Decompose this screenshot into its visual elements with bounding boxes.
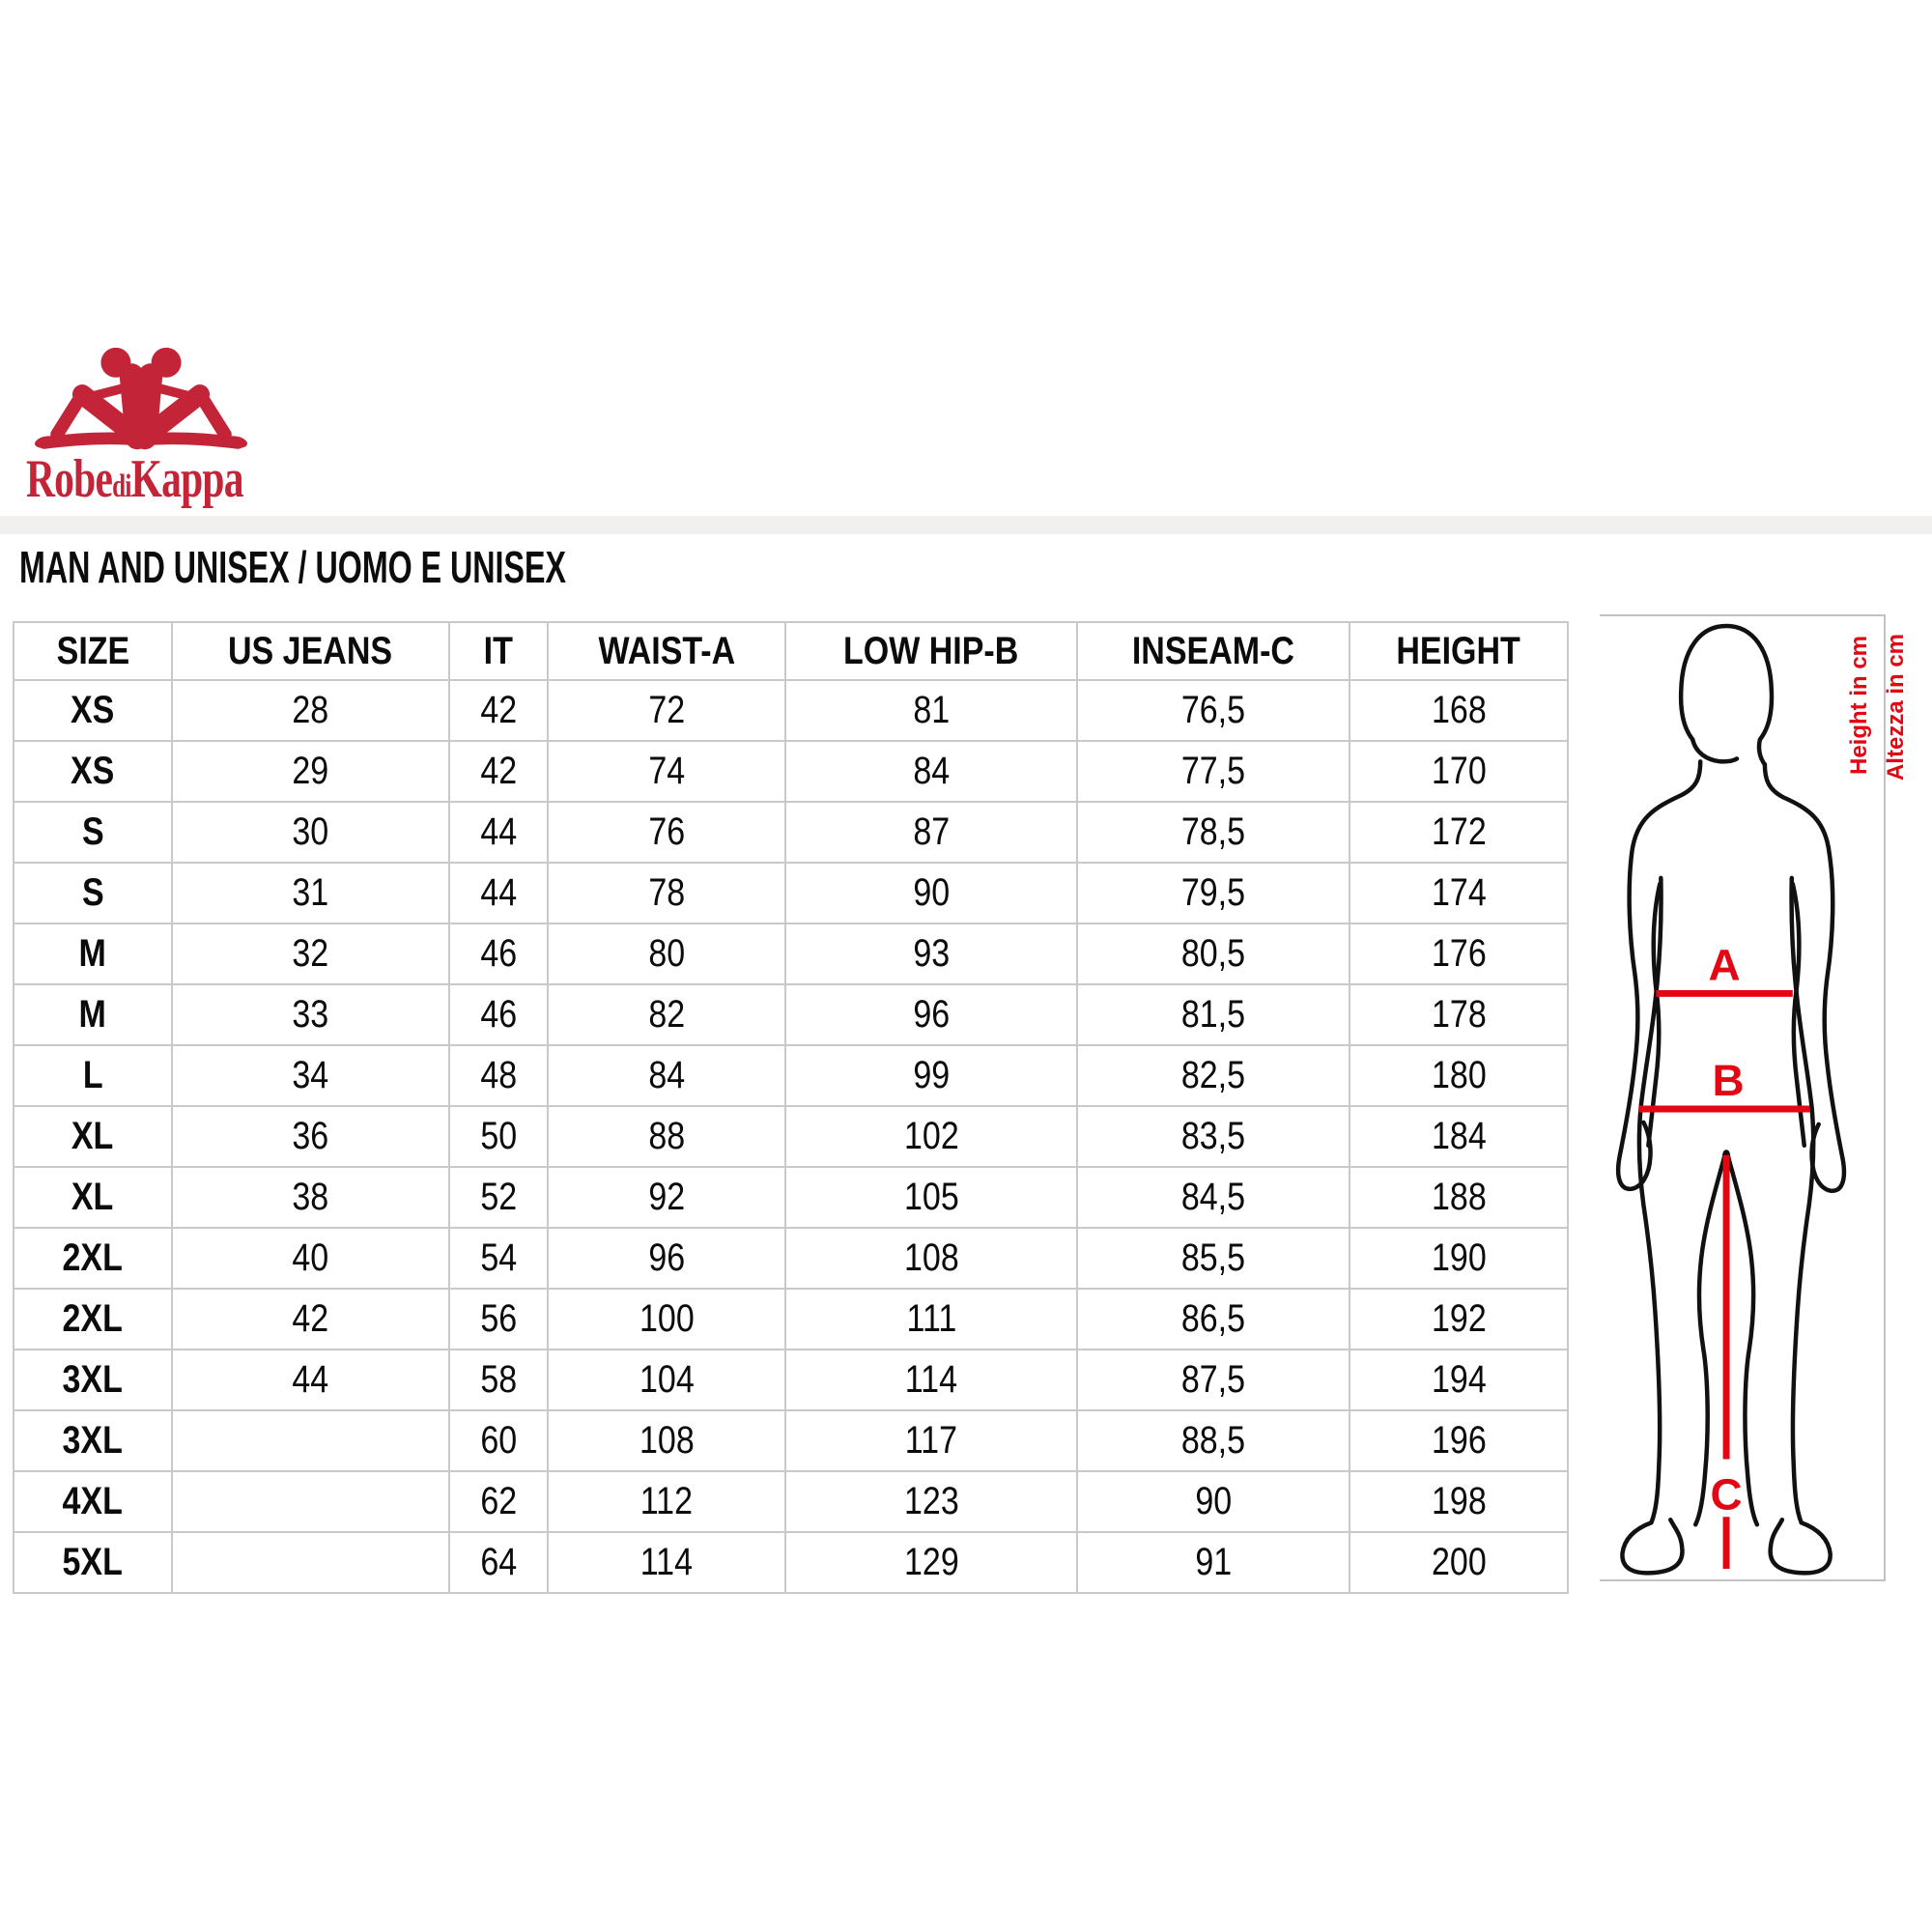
value-cell: 48 (449, 1045, 548, 1106)
value-cell: 112 (548, 1471, 785, 1532)
value-cell: 100 (548, 1289, 785, 1350)
label-c: C (1710, 1469, 1743, 1520)
value-cell: 28 (172, 680, 449, 741)
value-cell: 78 (548, 863, 785, 923)
size-cell: XL (14, 1106, 172, 1167)
table-row (14, 680, 1568, 741)
value-cell: 129 (785, 1532, 1077, 1593)
value-cell: 108 (785, 1228, 1077, 1289)
label-a: A (1708, 940, 1741, 990)
value-cell: 44 (449, 863, 548, 923)
value-cell: 58 (449, 1350, 548, 1410)
value-cell: 46 (449, 984, 548, 1045)
value-cell: 114 (548, 1532, 785, 1593)
value-cell: 42 (172, 1289, 449, 1350)
value-cell: 86,5 (1077, 1289, 1350, 1350)
table-row (14, 802, 1568, 863)
page-title: MAN AND UNISEX / UOMO E UNISEX (19, 542, 566, 592)
size-cell: 2XL (14, 1228, 172, 1289)
value-cell: 34 (172, 1045, 449, 1106)
header-size: SIZE (14, 622, 172, 680)
value-cell: 38 (172, 1167, 449, 1228)
value-cell: 80 (548, 923, 785, 984)
value-cell: 92 (548, 1167, 785, 1228)
value-cell: 96 (785, 984, 1077, 1045)
value-cell (172, 1471, 449, 1532)
logo-word-kappa: Kappa (130, 449, 243, 509)
body-outline-figure (1600, 616, 1882, 1579)
table-row (14, 923, 1568, 984)
table-row (14, 1532, 1568, 1593)
table-row (14, 1106, 1568, 1167)
logo-wordmark (26, 449, 243, 509)
size-cell: 5XL (14, 1532, 172, 1593)
value-cell: 40 (172, 1228, 449, 1289)
table-row (14, 1228, 1568, 1289)
value-cell: 88,5 (1077, 1410, 1350, 1471)
value-cell: 83,5 (1077, 1106, 1350, 1167)
value-cell: 54 (449, 1228, 548, 1289)
value-cell: 91 (1077, 1532, 1350, 1593)
value-cell: 176 (1350, 923, 1568, 984)
value-cell: 190 (1350, 1228, 1568, 1289)
value-cell: 46 (449, 923, 548, 984)
value-cell: 194 (1350, 1350, 1568, 1410)
value-cell: 42 (449, 741, 548, 802)
kappa-omini-icon (29, 344, 253, 456)
table-row (14, 984, 1568, 1045)
value-cell: 168 (1350, 680, 1568, 741)
value-cell: 172 (1350, 802, 1568, 863)
value-cell: 104 (548, 1350, 785, 1410)
value-cell: 80,5 (1077, 923, 1350, 984)
value-cell: 44 (172, 1350, 449, 1410)
value-cell: 82 (548, 984, 785, 1045)
value-cell: 99 (785, 1045, 1077, 1106)
header-inseam-c: INSEAM-C (1077, 622, 1350, 680)
header-it: IT (449, 622, 548, 680)
size-cell: XS (14, 741, 172, 802)
table-row (14, 1289, 1568, 1350)
value-cell: 90 (785, 863, 1077, 923)
size-cell: M (14, 923, 172, 984)
value-cell: 85,5 (1077, 1228, 1350, 1289)
kappa-logo (24, 340, 266, 514)
value-cell: 84 (548, 1045, 785, 1106)
header-height: HEIGHT (1350, 622, 1568, 680)
value-cell: 87 (785, 802, 1077, 863)
table-row (14, 863, 1568, 923)
header-waist-a: WAIST-A (548, 622, 785, 680)
value-cell: 184 (1350, 1106, 1568, 1167)
header-low-hip-b: LOW HIP-B (785, 622, 1077, 680)
size-cell: M (14, 984, 172, 1045)
value-cell: 52 (449, 1167, 548, 1228)
table-row (14, 1350, 1568, 1410)
value-cell: 90 (1077, 1471, 1350, 1532)
value-cell: 81 (785, 680, 1077, 741)
value-cell: 87,5 (1077, 1350, 1350, 1410)
value-cell: 198 (1350, 1471, 1568, 1532)
background-band (0, 516, 1932, 534)
size-cell: S (14, 863, 172, 923)
value-cell: 62 (449, 1471, 548, 1532)
header-us-jeans: US JEANS (172, 622, 449, 680)
value-cell: 77,5 (1077, 741, 1350, 802)
value-cell: 114 (785, 1350, 1077, 1410)
value-cell: 84,5 (1077, 1167, 1350, 1228)
value-cell: 108 (548, 1410, 785, 1471)
value-cell: 36 (172, 1106, 449, 1167)
value-cell: 93 (785, 923, 1077, 984)
value-cell: 30 (172, 802, 449, 863)
value-cell: 72 (548, 680, 785, 741)
logo-word-robe: Robe (26, 449, 113, 509)
value-cell (172, 1532, 449, 1593)
value-cell: 79,5 (1077, 863, 1350, 923)
value-cell: 200 (1350, 1532, 1568, 1593)
value-cell: 50 (449, 1106, 548, 1167)
value-cell: 76,5 (1077, 680, 1350, 741)
measurement-figure-box (1600, 614, 1886, 1581)
value-cell: 117 (785, 1410, 1077, 1471)
value-cell: 102 (785, 1106, 1077, 1167)
size-table-body (14, 680, 1568, 1593)
value-cell: 29 (172, 741, 449, 802)
value-cell: 33 (172, 984, 449, 1045)
size-cell: 4XL (14, 1471, 172, 1532)
logo-word-di: di (112, 469, 131, 504)
value-cell: 44 (449, 802, 548, 863)
value-cell: 88 (548, 1106, 785, 1167)
value-cell: 174 (1350, 863, 1568, 923)
table-row (14, 1471, 1568, 1532)
value-cell: 111 (785, 1289, 1077, 1350)
size-cell: 3XL (14, 1350, 172, 1410)
table-row (14, 741, 1568, 802)
table-row (14, 1410, 1568, 1471)
table-row (14, 1167, 1568, 1228)
size-table (13, 621, 1569, 1594)
value-cell: 32 (172, 923, 449, 984)
value-cell: 74 (548, 741, 785, 802)
value-cell: 76 (548, 802, 785, 863)
value-cell: 123 (785, 1471, 1077, 1532)
value-cell: 64 (449, 1532, 548, 1593)
value-cell: 31 (172, 863, 449, 923)
value-cell: 105 (785, 1167, 1077, 1228)
value-cell: 84 (785, 741, 1077, 802)
height-in-cm-label: Height in cm (1846, 635, 1872, 776)
value-cell: 81,5 (1077, 984, 1350, 1045)
value-cell: 178 (1350, 984, 1568, 1045)
value-cell: 192 (1350, 1289, 1568, 1350)
value-cell: 78,5 (1077, 802, 1350, 863)
size-cell: 3XL (14, 1410, 172, 1471)
size-cell: XL (14, 1167, 172, 1228)
table-header-row (14, 622, 1568, 680)
table-row (14, 1045, 1568, 1106)
label-b: B (1712, 1056, 1745, 1106)
value-cell: 42 (449, 680, 548, 741)
value-cell: 170 (1350, 741, 1568, 802)
value-cell: 82,5 (1077, 1045, 1350, 1106)
size-cell: L (14, 1045, 172, 1106)
altezza-in-cm-label: Altezza in cm (1883, 633, 1909, 781)
value-cell: 196 (1350, 1410, 1568, 1471)
value-cell: 60 (449, 1410, 548, 1471)
value-cell: 188 (1350, 1167, 1568, 1228)
value-cell (172, 1410, 449, 1471)
value-cell: 180 (1350, 1045, 1568, 1106)
size-cell: S (14, 802, 172, 863)
value-cell: 96 (548, 1228, 785, 1289)
size-cell: XS (14, 680, 172, 741)
size-cell: 2XL (14, 1289, 172, 1350)
value-cell: 56 (449, 1289, 548, 1350)
